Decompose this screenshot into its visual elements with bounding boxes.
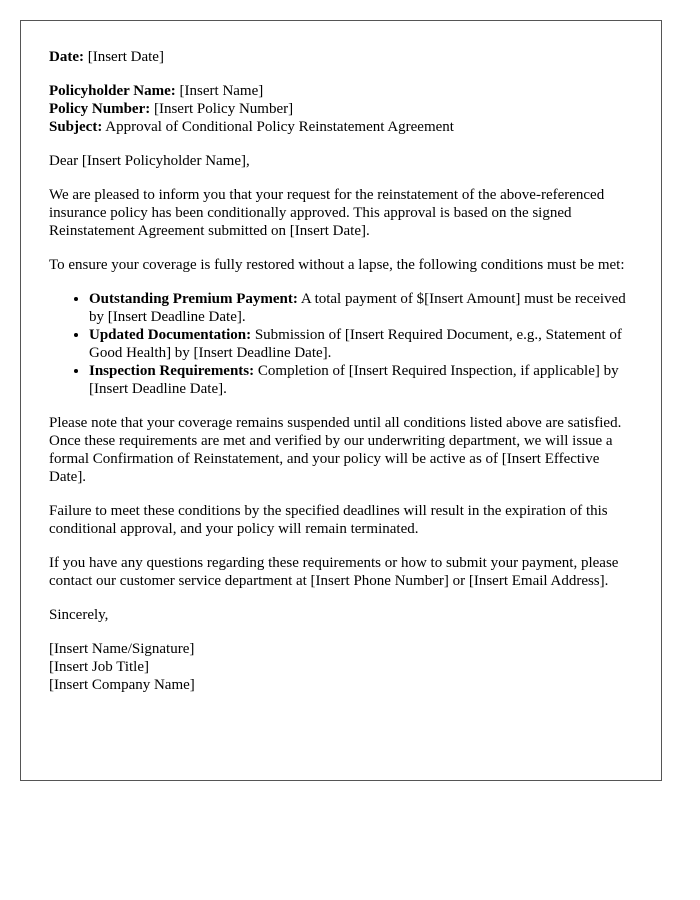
condition-title: Inspection Requirements:: [89, 363, 255, 379]
condition-text: Submission of [Insert Required Document, e.g., Statement of Good Health] by [Insert Deadline Date].: [89, 327, 622, 361]
condition-title: Outstanding Premium Payment:: [89, 291, 298, 307]
list-item: [89, 326, 633, 362]
signature-name: [Insert Name/Signature]: [49, 641, 195, 657]
subject-line: [49, 118, 633, 136]
date-line: [49, 48, 633, 66]
condition-text: A total payment of $[Insert Amount] must be received by [Insert Deadline Date].: [89, 291, 626, 325]
letter-header: [49, 82, 633, 136]
subject-value: Approval of Conditional Policy Reinstatement Agreement: [105, 119, 454, 135]
date-value: [Insert Date]: [87, 49, 164, 65]
policyholder-line: [49, 82, 633, 100]
date-label: Date:: [49, 49, 84, 65]
conditions-list: [49, 290, 633, 398]
signature-job-title: [Insert Job Title]: [49, 659, 150, 675]
policyholder-value: [Insert Name]: [179, 83, 264, 99]
policy-number-line: [49, 100, 633, 118]
list-item: [89, 362, 633, 398]
contact-paragraph: If you have any questions regarding these requirements or how to submit your payment, please contact our customer service department at [Insert Phone Number] or [Insert Email Address].: [49, 555, 619, 589]
subject-label: Subject:: [49, 119, 103, 135]
policyholder-label: Policyholder Name:: [49, 83, 176, 99]
signature-company: [Insert Company Name]: [49, 677, 195, 693]
signature-block: [49, 640, 633, 694]
conditions-intro-paragraph: To ensure your coverage is fully restored without a lapse, the following conditions must be met:: [49, 257, 625, 273]
condition-title: Updated Documentation:: [89, 327, 252, 343]
list-item: [89, 290, 633, 326]
salutation: Dear [Insert Policyholder Name],: [49, 153, 250, 169]
intro-paragraph: We are pleased to inform you that your request for the reinstatement of the above-referenced insurance policy has been conditionally approved. This approval is based on the signed Reinstatement Agreement submitted on [Insert Date].: [49, 187, 605, 239]
letter: [20, 20, 662, 781]
note-paragraph: Please note that your coverage remains suspended until all conditions listed above are satisfied. Once these requirements are met and verified by our underwriting department, we will issue a formal Confirmation of Reinstatement, and your policy will be active as of [Insert Effective Date].: [49, 415, 622, 485]
condition-text: Completion of [Insert Required Inspection, if applicable] by [Insert Deadline Date].: [89, 363, 619, 397]
policy-number-value: [Insert Policy Number]: [153, 101, 294, 117]
failure-paragraph: Failure to meet these conditions by the specified deadlines will result in the expiration of this conditional approval, and your policy will remain terminated.: [49, 503, 608, 537]
policy-number-label: Policy Number:: [49, 101, 151, 117]
closing: Sincerely,: [49, 607, 109, 623]
